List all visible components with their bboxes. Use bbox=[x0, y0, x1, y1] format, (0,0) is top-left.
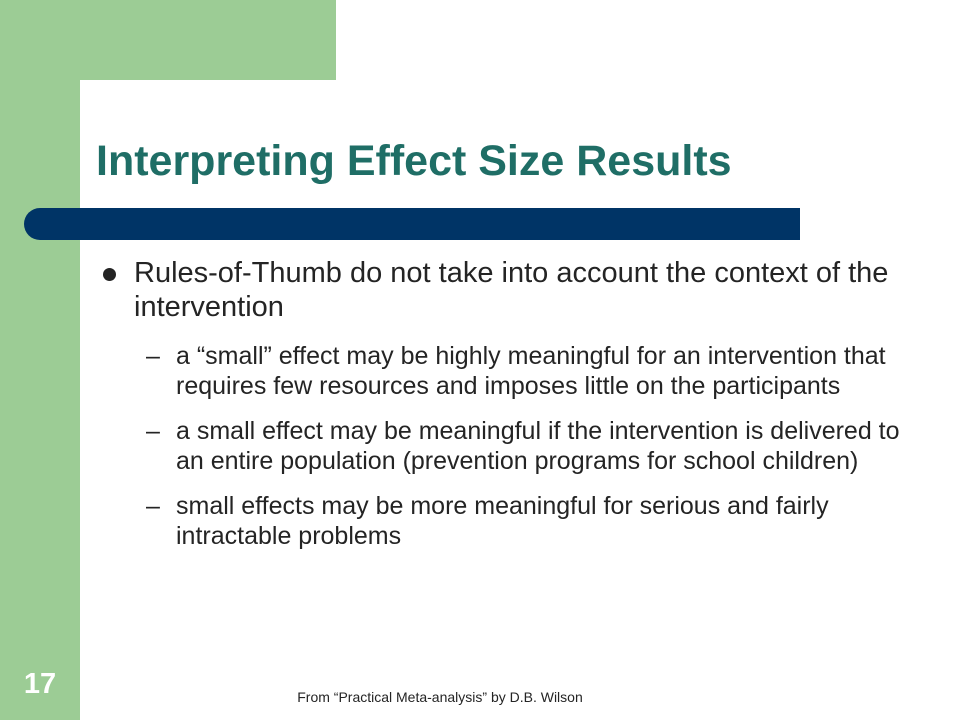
sub-bullet-item bbox=[100, 341, 920, 401]
bullet-text: Rules-of-Thumb do not take into account the context of the intervention bbox=[134, 257, 889, 323]
dash-marker: – bbox=[146, 417, 160, 445]
footer-citation: From “Practical Meta-analysis” by D.B. Wilson bbox=[297, 689, 583, 705]
title-underline-bar bbox=[24, 208, 800, 240]
bullet-dot-icon bbox=[103, 268, 116, 281]
left-accent-strip bbox=[0, 0, 80, 720]
dash-marker: – bbox=[146, 342, 160, 370]
top-accent-band bbox=[0, 0, 336, 80]
bullet-item bbox=[100, 256, 920, 324]
sub-bullet-text: a “small” effect may be highly meaningful for an intervention that requires few resources and imposes little on the participants bbox=[176, 342, 886, 400]
page-number: 17 bbox=[23, 668, 57, 700]
sub-bullet-text: small effects may be more meaningful for serious and fairly intractable problems bbox=[176, 492, 829, 550]
sub-bullet-text: a small effect may be meaningful if the intervention is delivered to an entire population (prevention programs for school children) bbox=[176, 417, 900, 475]
slide-content bbox=[100, 256, 920, 566]
sub-bullet-item bbox=[100, 491, 920, 551]
slide-title: Interpreting Effect Size Results bbox=[96, 137, 732, 185]
dash-marker: – bbox=[146, 492, 160, 520]
sub-bullet-item bbox=[100, 416, 920, 476]
